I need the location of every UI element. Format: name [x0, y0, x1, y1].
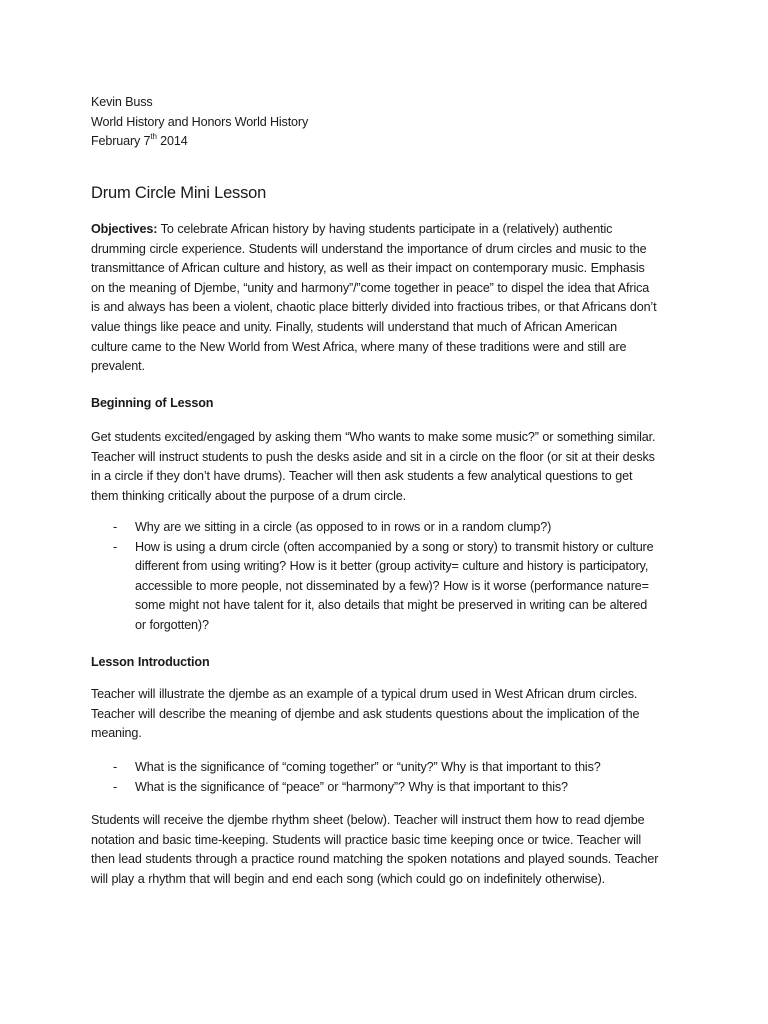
list-item: - What is the significance of “peace” or “harmony”? Why is that important to this? [91, 778, 671, 798]
objectives-line: drumming circle experience. Students will understand the importance of drum circles and music to the [91, 241, 647, 256]
objectives-line: value things like peace and unity. Finally, students will understand that much of African American [91, 319, 617, 334]
bullet-dash: - [113, 520, 118, 534]
introduction-line: Teacher will illustrate the djembe as an example of a typical drum used in West African drum circles. [91, 687, 638, 701]
beginning-line: in a circle if they don’t have drums). Teacher will then ask students a few analytical questions to get [91, 469, 633, 484]
beginning-line: Teacher will instruct students to push the desks aside and sit in a circle on the floor (or sit at their desks [91, 449, 655, 464]
closing-line: will play a rhythm that will begin and end each song (which could go on indefinitely otherwise). [91, 871, 606, 886]
objectives-line: is and always has been a violent, chaotic place bitterly divided into fractious tribes, or that Africans don’t [91, 300, 657, 315]
author-name: Kevin Buss [91, 95, 153, 109]
objectives-line: transmittance of African culture and history, as well as their impact on contemporary music. Emphasis [91, 261, 645, 276]
objectives-paragraph: Objectives: To celebrate African history by having students participate in a (relatively) authentic drumming circle experience. Students will understand the importance of drum circles and music to the transmittance of African culture and history, as well as their impact on contemporary music. Emphasis on the meaning of Djembe, “unity and harmony”/”come together in peace” to dispel the idea that Africa is and always has been a violent, chaotic place bitterly divided into fractious tribes, or that Africans don’t value things like peace and unity. Finally, students will understand that much of African American culture came to the New World from West Africa, where many of these traditions were and still are prevalent. [91, 220, 671, 377]
list-item: - Why are we sitting in a circle (as opposed to in rows or in a random clump?) [91, 518, 671, 538]
bullet-dash: - [113, 539, 118, 554]
bullet-dash: - [113, 779, 118, 794]
introduction-line: Teacher will describe the meaning of djembe and ask students questions about the implication of the [91, 706, 640, 721]
introduction-bullet-list [91, 758, 671, 797]
introduction-heading-block [91, 653, 671, 673]
course-name: World History and Honors World History [91, 114, 309, 129]
list-item: - How is using a drum circle (often accompanied by a song or story) to transmit history or culture different from using writing? How is it better (group activity= culture and history is participatory, accessible to more people, not disseminated by a few)? How is it worse (performance nature= some might not have talent for it, also details that might be preserved in writing can be altered or forgotten)? [113, 539, 654, 632]
objectives-line: culture came to the New World from West Africa, where many of these traditions were and still are [91, 339, 627, 354]
beginning-heading-block [91, 394, 671, 414]
beginning-line: them thinking critically about the purpose of a drum circle. [91, 488, 406, 503]
closing-line: Students will receive the djembe rhythm sheet (below). Teacher will instruct them how to read djembe [91, 813, 645, 827]
introduction-line: meaning. [91, 726, 142, 741]
document-header [91, 93, 308, 152]
document-title: Drum Circle Mini Lesson [91, 184, 267, 202]
beginning-bullet-list [91, 518, 671, 636]
closing-line: notation and basic time-keeping. Students will practice basic time keeping once or twice. Teacher will [91, 832, 642, 847]
objectives-line: on the meaning of Djembe, “unity and harmony”/”come together in peace” to dispel the idea that Africa [91, 280, 650, 295]
bullet-dash: - [113, 760, 118, 774]
objectives-label: Objectives: [91, 222, 158, 236]
objectives-line: prevalent. [91, 359, 145, 374]
closing-line: then lead students through a practice round matching the spoken notations and played sounds. Teacher [91, 852, 659, 867]
section-heading-beginning: Beginning of Lesson [91, 396, 214, 410]
closing-paragraph [91, 811, 671, 889]
list-item: - What is the significance of “coming together” or “unity?” Why is that important to this? [91, 758, 671, 778]
beginning-line: Get students excited/engaged by asking them “Who wants to make some music?” or something similar. [91, 430, 656, 444]
section-heading-introduction: Lesson Introduction [91, 655, 210, 669]
beginning-paragraph [91, 428, 671, 506]
document-date: February 7th 2014 [91, 131, 188, 148]
introduction-paragraph [91, 685, 671, 744]
